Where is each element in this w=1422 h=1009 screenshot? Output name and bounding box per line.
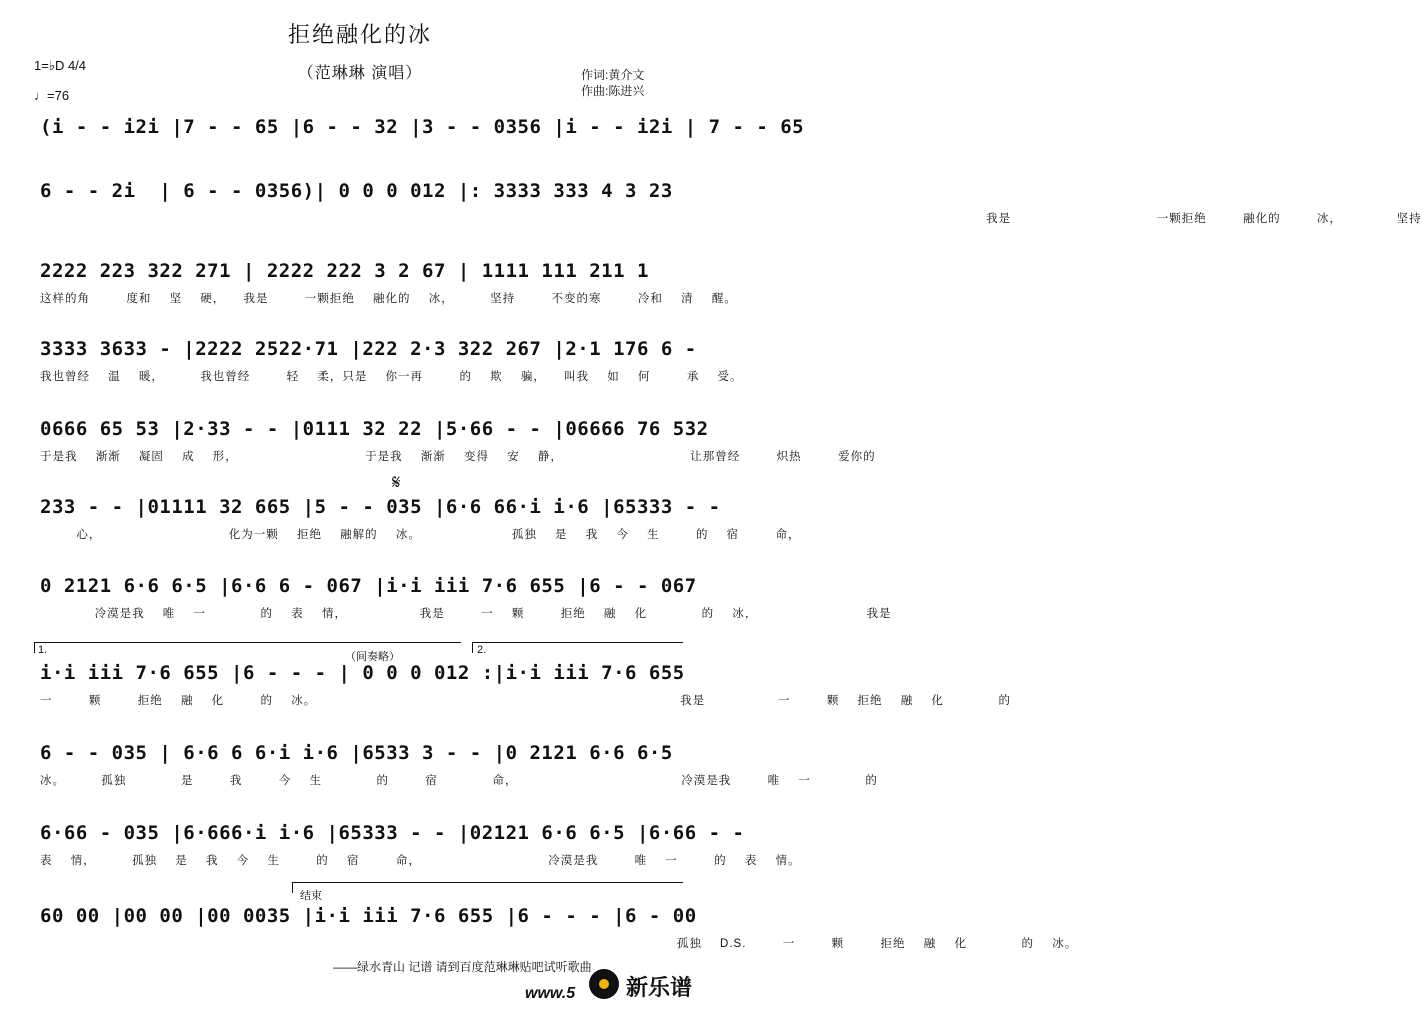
notation-line: 233 - - |01111 32 665 |5 - - 035 |6·6 66·i i·6 |65333 - -: [40, 496, 721, 518]
notation-line: 0 2121 6·6 6·5 |6·6 6 - 067 |i·i iii 7·6 655 |6 - - 067: [40, 575, 697, 597]
notation-line: 0666 65 53 |2·33 - - |0111 32 22 |5·66 - - |06666 76 532: [40, 418, 709, 440]
singer-line: （范琳琳 演唱）: [297, 65, 423, 82]
song-title: 拒绝融化的冰: [287, 22, 432, 47]
notation-line: (i - - i2i |7 - - 65 |6 - - 32 |3 - - 0356 |i - - i2i | 7 - - 65: [40, 116, 805, 138]
second-ending-bracket: [472, 642, 683, 653]
lyric-line: 表 情， 孤独 是 我 今 生 的 宿 命， 冷漠是我 唯 一 的 表 情。: [40, 855, 801, 867]
fine-label: 结束: [300, 890, 322, 902]
disc-logo-icon: [589, 969, 619, 999]
lyric-line: 心， 化为一颗 拒绝 融解的 冰。 孤独 是 我 今 生 的 宿 命，: [40, 529, 801, 541]
second-ending-label: 2.: [477, 644, 487, 656]
site-url: www.5: [525, 985, 576, 1002]
notation-line: 3333 3633 - |2222 2522·71 |222 2·3 322 267 |2·1 176 6 -: [40, 338, 697, 360]
notation-line: 60 00 |00 00 |00 0035 |i·i iii 7·6 655 |6 - - - |6 - 00: [40, 905, 697, 927]
composer-credit: 作曲:陈进兴: [581, 84, 645, 98]
lyric-line: 我是 一颗拒绝 融化的 冰， 坚持: [40, 213, 1422, 225]
lyric-line: 孤独 D.S. 一 颗 拒绝 融 化 的 冰。: [40, 938, 1078, 950]
notation-line: 6·66 - 035 |6·666·i i·6 |65333 - - |02121 6·6 6·5 |6·66 - -: [40, 822, 745, 844]
first-ending-label: 1.: [38, 644, 48, 656]
tempo-marking: ♩=76: [34, 88, 70, 103]
lyric-line: 冰。 孤独 是 我 今 生 的 宿 命， 冷漠是我 唯 一 的: [40, 775, 878, 787]
lyric-line: 这样的角 度和 坚 硬， 我是 一颗拒绝 融化的 冰， 坚持 不变的寒 冷和 清 醒。: [40, 293, 737, 305]
notation-line: 6 - - 2i | 6 - - 0356)| 0 0 0 012 |: 3333 333 4 3 23: [40, 180, 673, 202]
lyricist-credit: 作词:黄介文: [581, 68, 645, 82]
notation-line: 2222 223 322 271 | 2222 222 3 2 67 | 1111 111 211 1: [40, 260, 649, 282]
key-signature: 1=♭D 4/4: [34, 58, 87, 73]
lyric-line: 冷漠是我 唯 一 的 表 情， 我是 一 颗 拒绝 融 化 的 冰， 我是: [40, 608, 892, 620]
notation-line: 6 - - 035 | 6·6 6 6·i i·6 |6533 3 - - |0 2121 6·6 6·5: [40, 742, 673, 764]
lyric-line: 我也曾经 温 暖， 我也曾经 轻 柔，只是 你一再 的 欺 骗， 叫我 如 何 承 受。: [40, 371, 743, 383]
segno-sign: 𝄋: [392, 472, 401, 494]
notation-line: i·i iii 7·6 655 |6 - - - | 0 0 0 012 :|i·i iii 7·6 655: [40, 662, 685, 684]
site-brand: 新乐谱: [626, 975, 693, 1000]
interlude-note: （间奏略）: [345, 651, 400, 663]
lyric-line: 于是我 渐渐 凝固 成 形， 于是我 渐渐 变得 安 静， 让那曾经 炽热 爱你的: [40, 451, 876, 463]
lyric-line: 一 颗 拒绝 融 化 的 冰。 我是 一 颗 拒绝 融 化 的: [40, 695, 1011, 707]
fine-bracket: [292, 882, 683, 893]
transcriber-note: ——绿水青山 记谱 请到百度范琳琳贴吧试听歌曲: [333, 960, 592, 974]
